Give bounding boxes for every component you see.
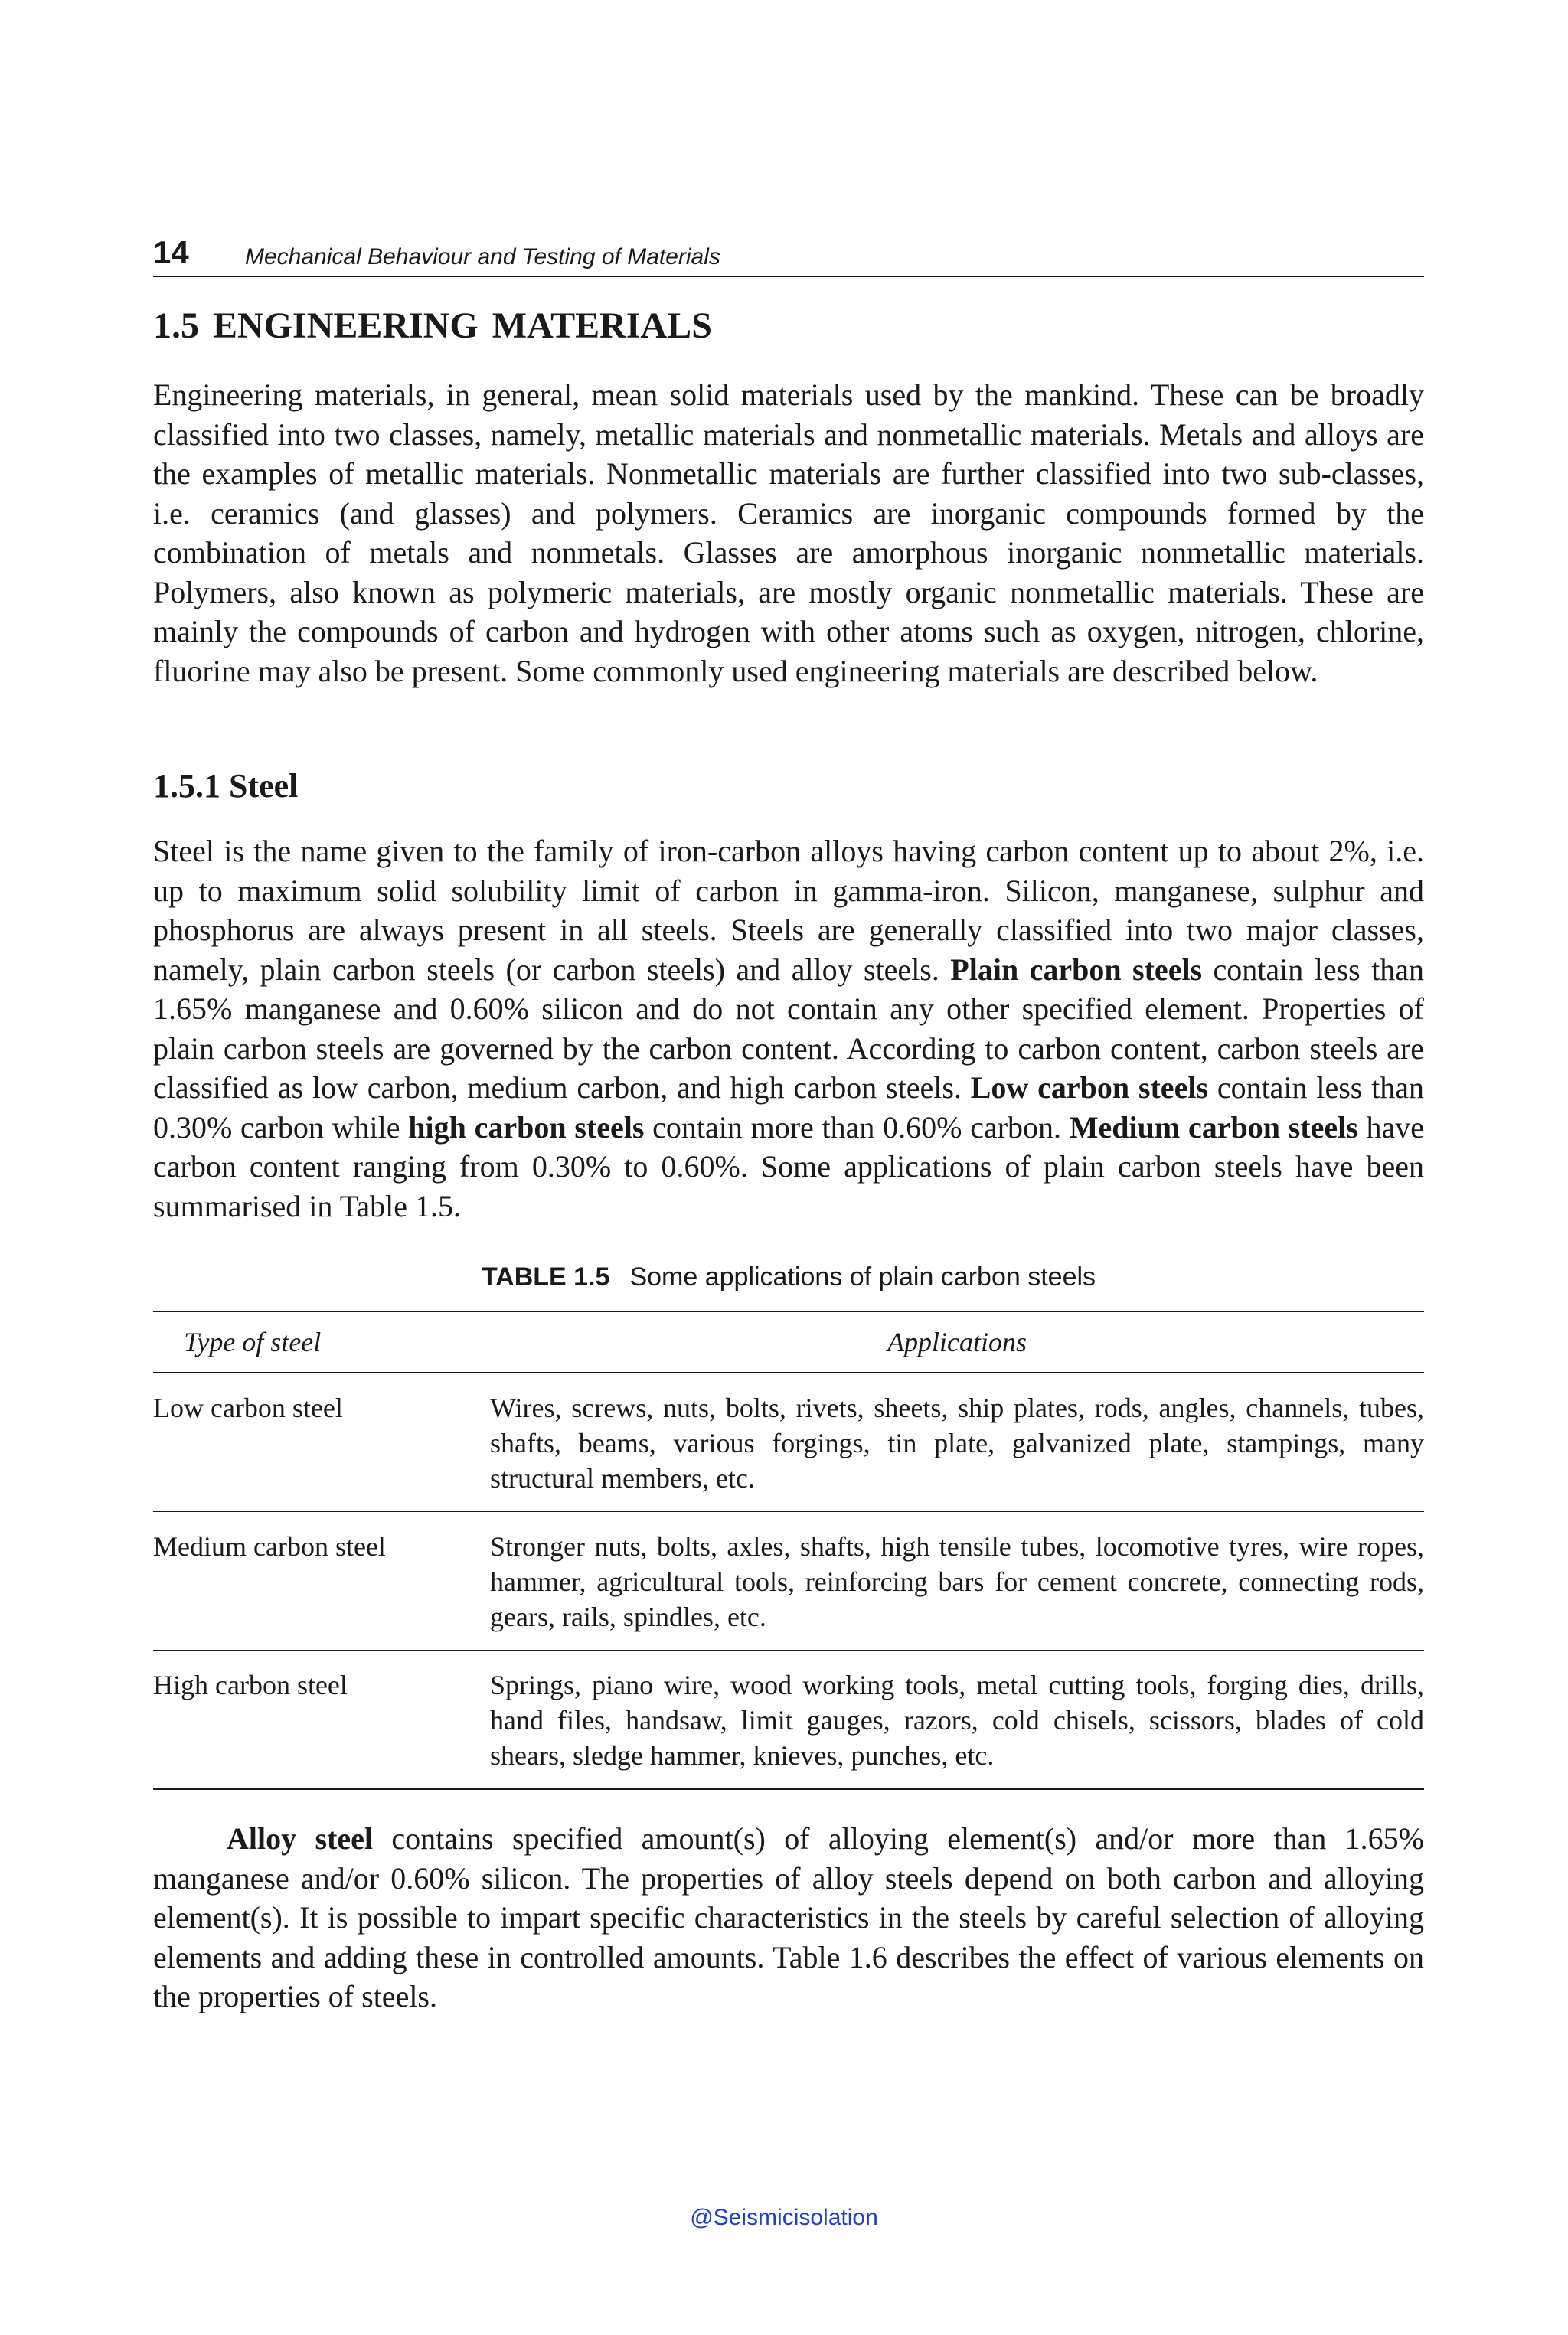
table-cell-applications: Springs, piano wire, wood working tools, metal cutting tools, forging dies, drills, hand files, handsaw, limit gauges, razors, cold chisels, scissors, blades of cold shears, sledge hammer, knieves, punches, etc. (490, 1670, 1424, 1771)
table-caption (153, 1260, 1424, 1294)
steel-paragraph (153, 831, 1424, 1226)
term-low-carbon-steels: Low carbon steels (970, 1070, 1208, 1105)
column-header-type: Type of steel (184, 1327, 322, 1357)
table-header-row (153, 1312, 1424, 1373)
book-title: Mechanical Behaviour and Testing of Materials (245, 244, 720, 269)
term-high-carbon-steels: high carbon steels (408, 1109, 645, 1145)
table-caption-text: Some applications of plain carbon steels (629, 1262, 1096, 1292)
section-paragraph: Engineering materials, in general, mean solid materials used by the mankind. These can be broadly classified into two classes, namely, metallic materials and nonmetallic materials. Metals and alloys are the examples of metallic materials. Nonmetallic materials are further classified into two sub-classes, i.e. ceramics (and glasses) and polymers. Ceramics are inorganic compounds formed by the combination of metals and nonmetals. Glasses are amorphous inorganic nonmetallic materials. Polymers, also known as polymeric materials, are mostly organic nonmetallic materials. These are mainly the compounds of carbon and hydrogen with other atoms such as oxygen, nitrogen, chlorine, fluorine may also be present. Some commonly used engineering materials are described below. (153, 377, 1424, 688)
table-caption-label: TABLE 1.5 (481, 1262, 610, 1292)
watermark-text: @Seismicisolation (690, 2205, 878, 2230)
page-number: 14 (153, 234, 189, 270)
steel-applications-table (153, 1311, 1424, 1790)
table-row (153, 1511, 1424, 1650)
column-header-applications: Applications (887, 1327, 1027, 1357)
running-header (153, 233, 1424, 277)
section-heading: 1.5 ENGINEERING MATERIALS (153, 305, 712, 346)
steel-text-5: have carbon content ranging from 0.30% to 0.60%. Some applications of plain carbon steels have been summarised in Table 1.5. (153, 1109, 1425, 1223)
steel-text-2: contain less than 1.65% manganese and 0.60% silicon and do not contain any other specified element. Properties of plain carbon steels are governed by the carbon content. According to carbon content, carbon steels are classified as low carbon, medium carbon, and high carbon steels. (153, 952, 1424, 1105)
term-medium-carbon-steels: Medium carbon steels (1069, 1109, 1358, 1145)
steel-text-3: contain less than 0.30% carbon while (153, 1070, 1425, 1145)
alloy-steel-text: contains specified amount(s) of alloying element(s) and/or more than 1.65% manganese and/or 0.60% silicon. The properties of alloy steels depend on both carbon and alloying element(s). It is possible to impart specific characteristics in the steels by careful selection of alloying elements and adding these in controlled amounts. Table 1.6 describes the effect of various elements on the properties of steels. (153, 1821, 1425, 2013)
table-row (153, 1650, 1424, 1788)
table-cell-type: High carbon steel (153, 1670, 348, 1700)
table-cell-applications: Wires, screws, nuts, bolts, rivets, sheets, ship plates, rods, angles, channels, tubes, shafts, beams, various forgings, tin plate, galvanized plate, stampings, many structural members, etc. (490, 1393, 1424, 1494)
subsection-heading: 1.5.1 Steel (153, 767, 299, 805)
table-cell-type: Low carbon steel (153, 1393, 343, 1423)
term-alloy-steel: Alloy steel (227, 1821, 373, 1856)
table-cell-type: Medium carbon steel (153, 1531, 386, 1562)
steel-text-1: Steel is the name given to the family of iron-carbon alloys having carbon content up to about 2%, i.e. up to maximum solid solubility limit of carbon in gamma-iron. Silicon, manganese, sulphur and phosphorus are always present in all steels. Steels are generally classified into two major classes, namely, plain carbon steels (or carbon steels) and alloy steels. (153, 834, 1424, 987)
alloy-steel-paragraph (153, 1819, 1424, 2017)
table-cell-applications: Stronger nuts, bolts, axles, shafts, high tensile tubes, locomotive tyres, wire ropes, hammer, agricultural tools, reinforcing bars for cement concrete, connecting rods, gears, rails, spindles, etc. (490, 1531, 1424, 1632)
table-row (153, 1373, 1424, 1511)
term-plain-carbon-steels: Plain carbon steels (950, 952, 1203, 987)
steel-text-4: contain more than 0.60% carbon. (652, 1109, 1062, 1145)
